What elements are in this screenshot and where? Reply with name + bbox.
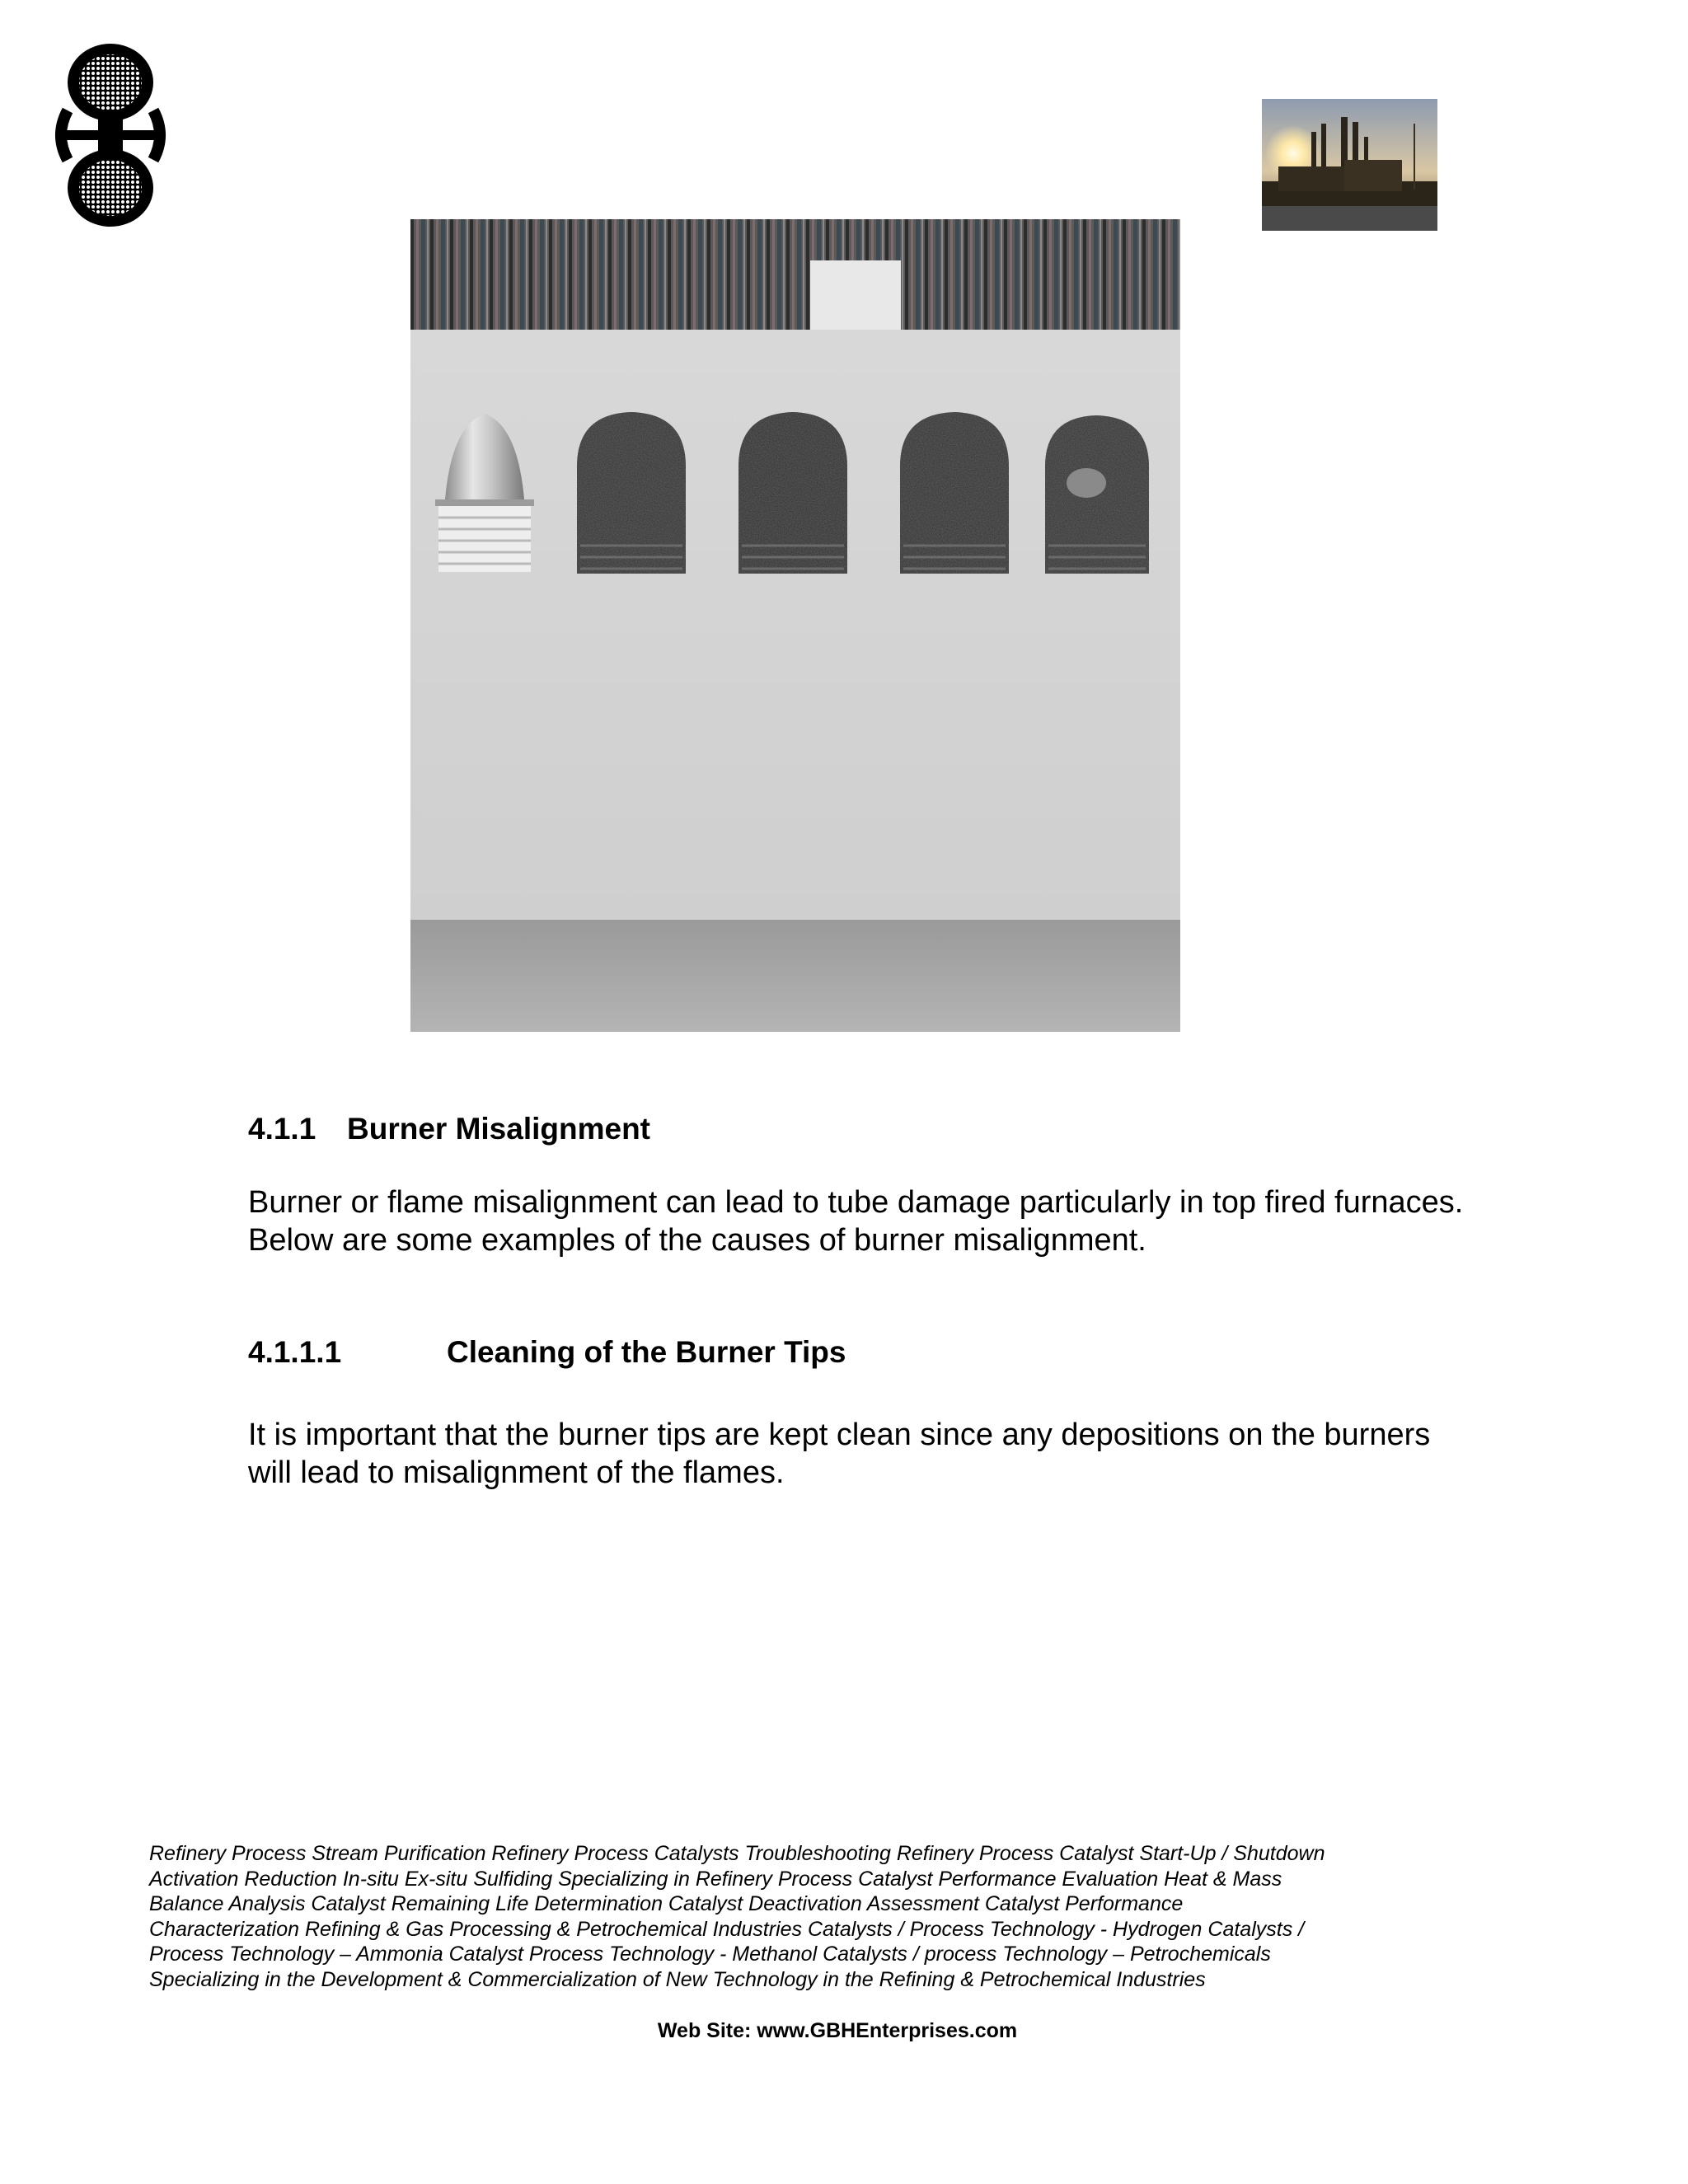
burner-tips-photo: [410, 219, 1180, 1032]
subsection-number: 4.1.1.1: [248, 1335, 342, 1369]
footer-line: Process Technology – Ammonia Catalyst Process Technology - Methanol Catalysts / process Technology – Petrochemicals: [149, 1943, 1271, 1966]
section-number: 4.1.1: [248, 1112, 316, 1146]
subsection-paragraph: It is important that the burner tips are kept clean since any depositions on the burners will lead to misalignment of the flames.: [248, 1418, 1431, 1490]
footer-line: Specializing in the Development & Commercialization of New Technology in the Refining & Petrochemical Industries: [149, 1967, 1206, 1991]
company-logo: [51, 41, 170, 229]
footer-line: Refinery Process Stream Purification Refinery Process Catalysts Troubleshooting Refinery Process Catalyst Start-Up / Shutdown: [149, 1842, 1325, 1865]
refinery-sunset-thumbnail: [1262, 99, 1437, 231]
section-title: Burner Misalignment: [347, 1112, 650, 1146]
fouled-burner-tip-4: [1045, 415, 1149, 574]
fouled-burner-tip-1: [577, 412, 686, 574]
footer-line: Balance Analysis Catalyst Remaining Life Determination Catalyst Deactivation Assessment Catalyst Performance: [149, 1892, 1184, 1915]
footer-line: Characterization Refining & Gas Processing & Petrochemical Industries Catalysts / Process Technology - Hydrogen Catalysts /: [149, 1917, 1305, 1941]
section-paragraph: Burner or flame misalignment can lead to tube damage particularly in top fired furnaces. Below are some examples of the causes of burner misalignment.: [248, 1185, 1464, 1258]
section-heading: [248, 1112, 650, 1146]
subsection-heading: [248, 1335, 846, 1370]
fouled-burner-tip-3: [900, 412, 1009, 574]
fouled-burner-tip-2: [738, 412, 847, 574]
footer-website: Web Site: www.GBHEnterprises.com: [657, 2019, 1018, 2042]
footer-services-text: [149, 1841, 1435, 1992]
subsection-title: Cleaning of the Burner Tips: [447, 1335, 846, 1369]
footer-line: Activation Reduction In-situ Ex-situ Sulfiding Specializing in Refinery Process Catalyst Performance Evaluation Heat & Mass: [149, 1867, 1282, 1891]
